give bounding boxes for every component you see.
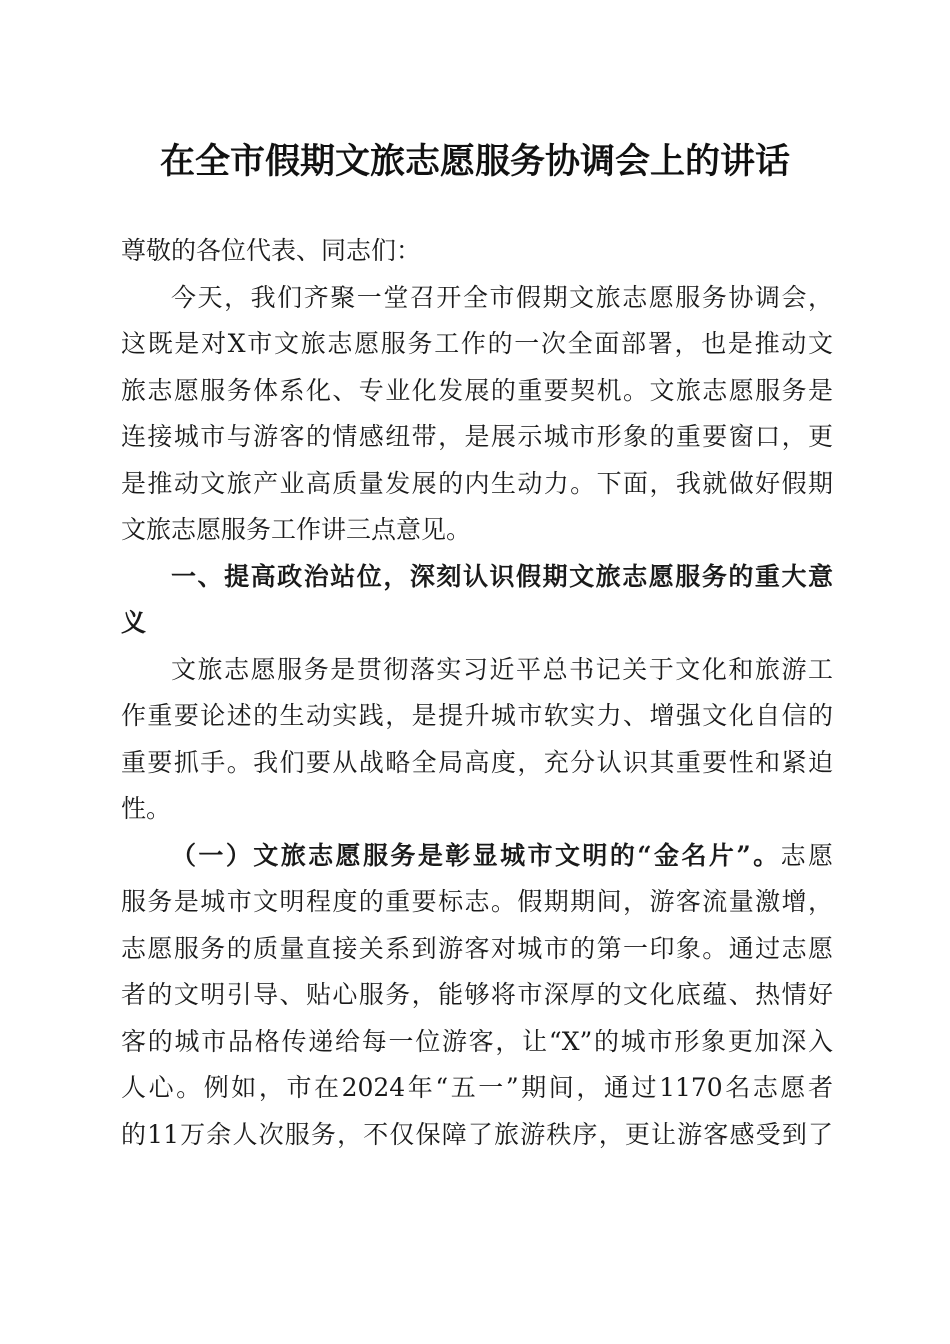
subsection-line: 志愿服务的质量直接关系到游客对城市的第一印象。通过志愿	[121, 933, 833, 963]
intro-line: 这既是对X市文旅志愿服务工作的一次全面部署，也是推动文	[121, 329, 833, 358]
intro-line: 文旅志愿服务工作讲三点意见。	[121, 515, 472, 544]
subsection-line: 者的文明引导、贴心服务，能够将市深厚的文化底蕴、热情好	[121, 980, 833, 1009]
section-paragraph-line: 性。	[121, 794, 172, 823]
intro-line: 今天，我们齐聚一堂召开全市假期文旅志愿服务协调会，	[171, 282, 833, 312]
subsection-line: 人心。例如，市在2024年“五一”期间，通过1170名志愿者	[121, 1073, 833, 1102]
subsection-line: 服务是城市文明程度的重要标志。假期期间，游客流量激增，	[121, 887, 833, 916]
subsection-heading: （一）文旅志愿服务是彰显城市文明的“金名片”。	[171, 840, 781, 870]
section-paragraph-line: 作重要论述的生动实践，是提升城市软实力、增强文化自信的	[121, 701, 833, 730]
document-title: 在全市假期文旅志愿服务协调会上的讲话	[159, 141, 790, 182]
subsection-line: 客的城市品格传递给每一位游客，让“X”的城市形象更加深入	[121, 1026, 833, 1056]
subsection-line: 的11万余人次服务，不仅保障了旅游秩序，更让游客感受到了	[121, 1119, 833, 1149]
salutation: 尊敬的各位代表、同志们：	[121, 236, 422, 265]
intro-line: 是推动文旅产业高质量发展的内生动力。下面，我就做好假期	[121, 468, 833, 498]
subsection-first-line	[121, 833, 833, 880]
section-heading: 一、提高政治站位，深刻认识假期文旅志愿服务的重大意	[171, 561, 833, 591]
section-heading: 义	[121, 608, 147, 637]
section-paragraph-line: 文旅志愿服务是贯彻落实习近平总书记关于文化和旅游工	[171, 654, 833, 684]
subsection-text: 志愿	[780, 840, 833, 870]
intro-line: 旅志愿服务体系化、专业化发展的重要契机。文旅志愿服务是	[121, 375, 833, 405]
intro-line: 连接城市与游客的情感纽带，是展示城市形象的重要窗口，更	[121, 422, 833, 451]
document-body	[121, 228, 833, 1158]
section-paragraph-line: 重要抓手。我们要从战略全局高度，充分认识其重要性和紧迫	[121, 747, 833, 777]
